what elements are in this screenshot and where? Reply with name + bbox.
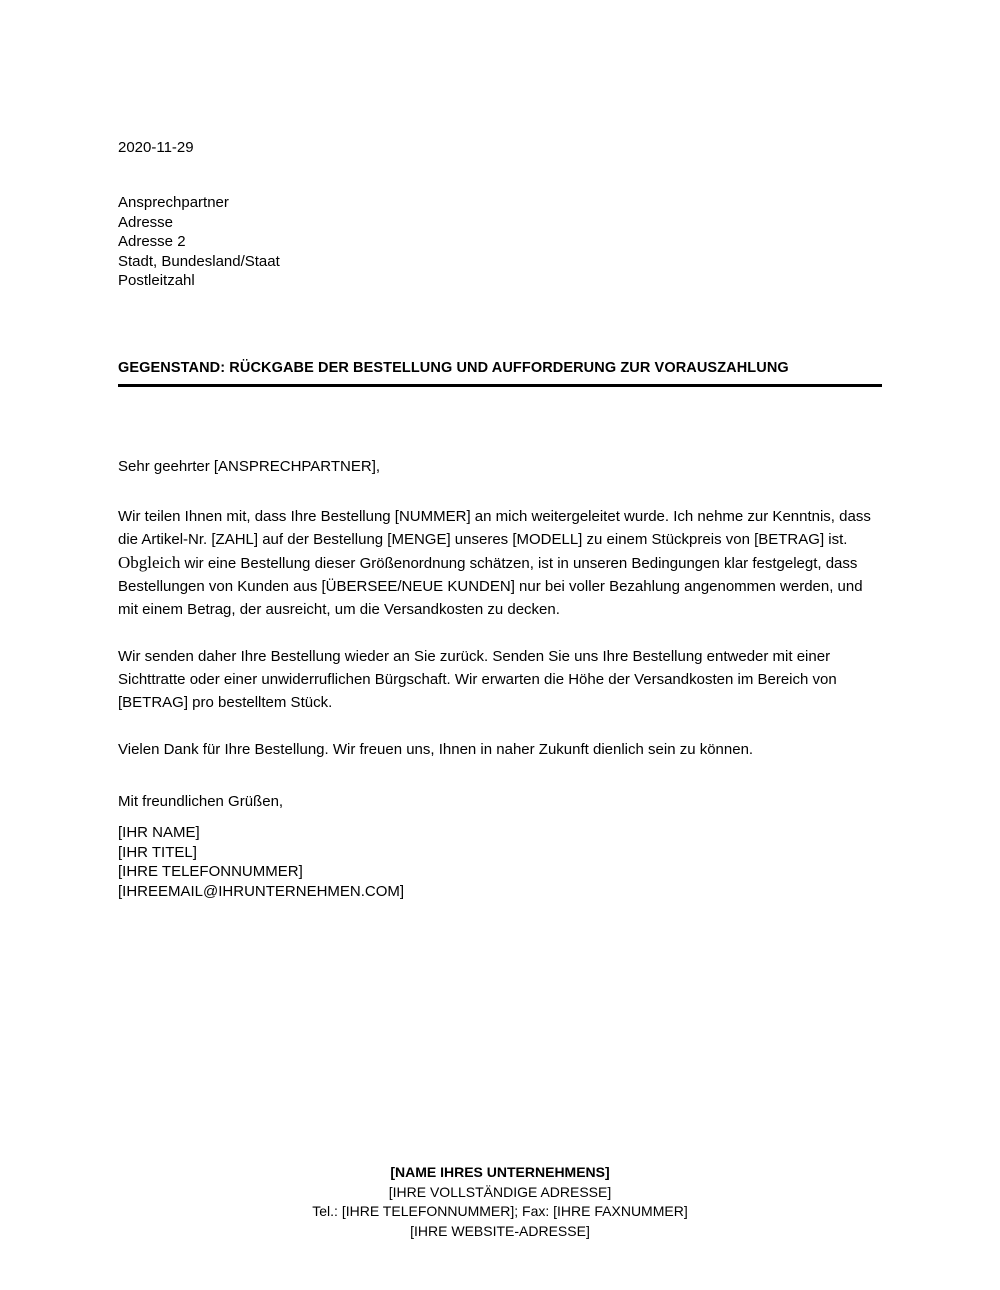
paragraph-1-emphasis-word: Obgleich [118,553,181,572]
recipient-line: Stadt, Bundesland/Staat [118,252,280,270]
body-paragraph-2: Wir senden daher Ihre Bestellung wieder an Sie zurück. Senden Sie uns Ihre Bestellung entweder mit einer Sichttratte oder einer unwiderruflichen Bürgschaft. Wir erwarten die Höhe der Versandkosten im Bereich von [BETRAG] pro bestelltem Stück. [118,648,837,711]
subject-section [118,359,882,387]
signature-line: [IHR TITEL] [118,843,197,861]
signature-line: [IHR NAME] [118,824,200,841]
closing-salutation: Mit freundlichen Grüßen, [118,793,284,810]
footer-website: [IHRE WEBSITE-ADRESSE] [410,1222,590,1239]
salutation: Sehr geehrter [ANSPRECHPARTNER], [118,458,381,475]
paragraph-1-part-2: wir eine Bestellung dieser Größenordnung schätzen, ist in unseren Bedingungen klar festgelegt, dass Bestellungen von Kunden aus [ÜBERSEE/NEUE KUNDEN] nur bei voller Bezahlung angenommen werden, und mit einem Betrag, der ausreicht, um die Versandkosten zu decken. [118,555,863,618]
signature-line: [IHREEMAIL@IHRUNTERNEHMEN.COM] [118,882,405,900]
recipient-line: Postleitzahl [118,272,195,289]
recipient-address-block [118,193,882,291]
footer-contact: Tel.: [IHRE TELEFONNUMMER]; Fax: [IHRE FAXNUMMER] [312,1203,688,1219]
recipient-line: Adresse [118,213,174,231]
paragraph-1-part-1: Wir teilen Ihnen mit, dass Ihre Bestellung [NUMMER] an mich weitergeleitet wurde. Ich nehme zur Kenntnis, dass die Artikel-Nr. [ZAHL] auf der Bestellung [MENGE] unseres [MODELL] zu einem Stückpreis von [BETRAG] ist. [118,508,871,548]
letter-date: 2020-11-29 [118,139,194,156]
letterhead-footer [118,1163,882,1241]
signature-block [118,823,882,901]
footer-address: [IHRE VOLLSTÄNDIGE ADRESSE] [388,1183,612,1200]
body-paragraph-3: Vielen Dank für Ihre Bestellung. Wir freuen uns, Ihnen in naher Zukunft dienlich sein zu können. [118,741,754,758]
letter-body [118,455,882,813]
subject-heading: GEGENSTAND: RÜCKGABE DER BESTELLUNG UND AUFFORDERUNG ZUR VORAUSZAHLUNG [118,360,789,376]
footer-company-name: [NAME IHRES UNTERNEHMENS] [390,1164,610,1180]
subject-divider [118,384,882,387]
signature-line: [IHRE TELEFONNUMMER] [118,863,303,880]
body-paragraph-1 [118,505,882,621]
recipient-line: Ansprechpartner [118,194,229,211]
recipient-line: Adresse 2 [118,233,186,250]
